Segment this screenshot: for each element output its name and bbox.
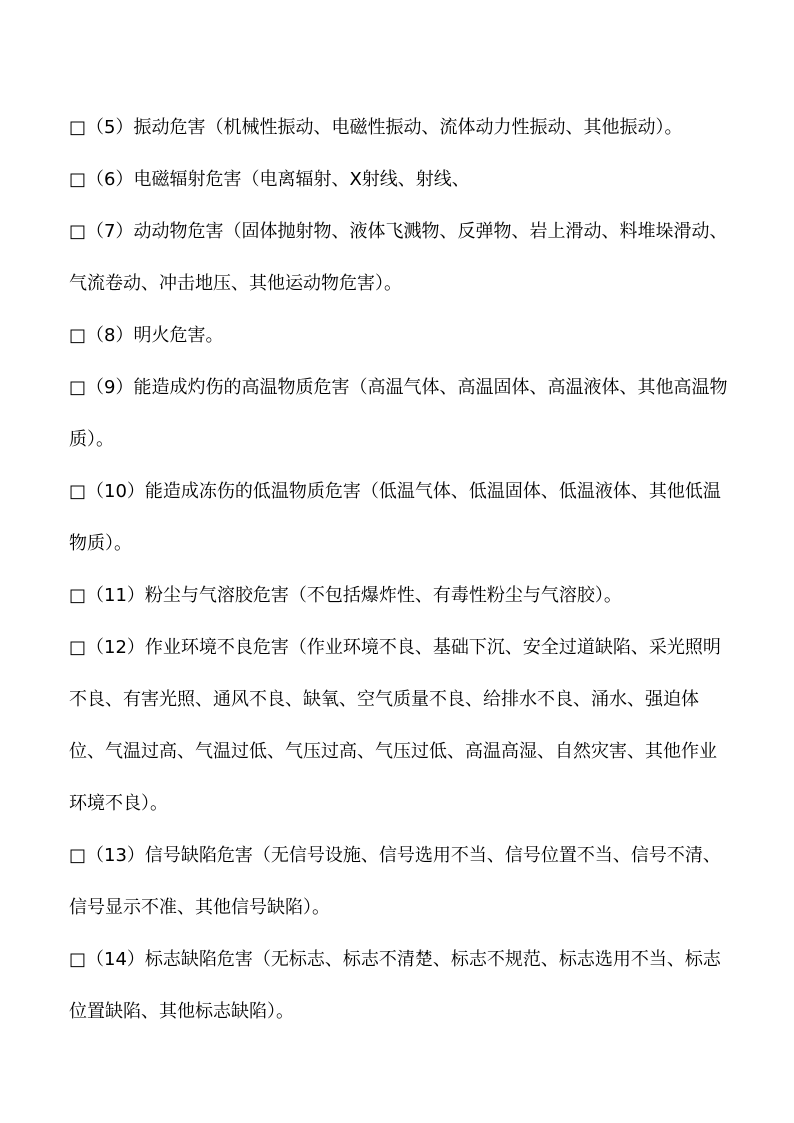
hazard-item-14: □（14）标志缺陷危害（无标志、标志不清楚、标志不规范、标志选用不当、标志位置缺陷、其他标志缺陷）。 — [69, 949, 721, 1022]
hazard-item-6: □（6）电磁辐射危害（电离辐射、X射线、射线、 — [69, 169, 470, 190]
hazard-item-10: □（10）能造成冻伤的低温物质危害（低温气体、低温固体、低温液体、其他低温物质）。 — [69, 481, 721, 554]
document-body — [69, 102, 729, 1038]
hazard-item-9: □（9）能造成灼伤的高温物质危害（高温气体、高温固体、高温液体、其他高温物质）。 — [69, 377, 728, 450]
hazard-item-7: □（7）动动物危害（固体抛射物、液体飞溅物、反弹物、岩上滑动、料堆垛滑动、气流卷动、冲击地压、其他运动物危害）。 — [69, 221, 728, 294]
hazard-item-8: □（8）明火危害。 — [69, 325, 224, 346]
hazard-item-5: □（5）振动危害（机械性振动、电磁性振动、流体动力性振动、其他振动）。 — [69, 117, 683, 138]
hazard-item-13: □（13）信号缺陷危害（无信号设施、信号选用不当、信号位置不当、信号不清、信号显示不准、其他信号缺陷）。 — [69, 845, 721, 918]
hazard-item-11: □（11）粉尘与气溶胶危害（不包括爆炸性、有毒性粉尘与气溶胶）。 — [69, 585, 622, 606]
hazard-item-12: □（12）作业环境不良危害（作业环境不良、基础下沉、安全过道缺陷、采光照明不良、有害光照、通风不良、缺氧、空气质量不良、给排水不良、涌水、强迫体位、气温过高、气温过低、气压过高、气压过低、高温高湿、自然灾害、其他作业环境不良）。 — [69, 637, 721, 814]
